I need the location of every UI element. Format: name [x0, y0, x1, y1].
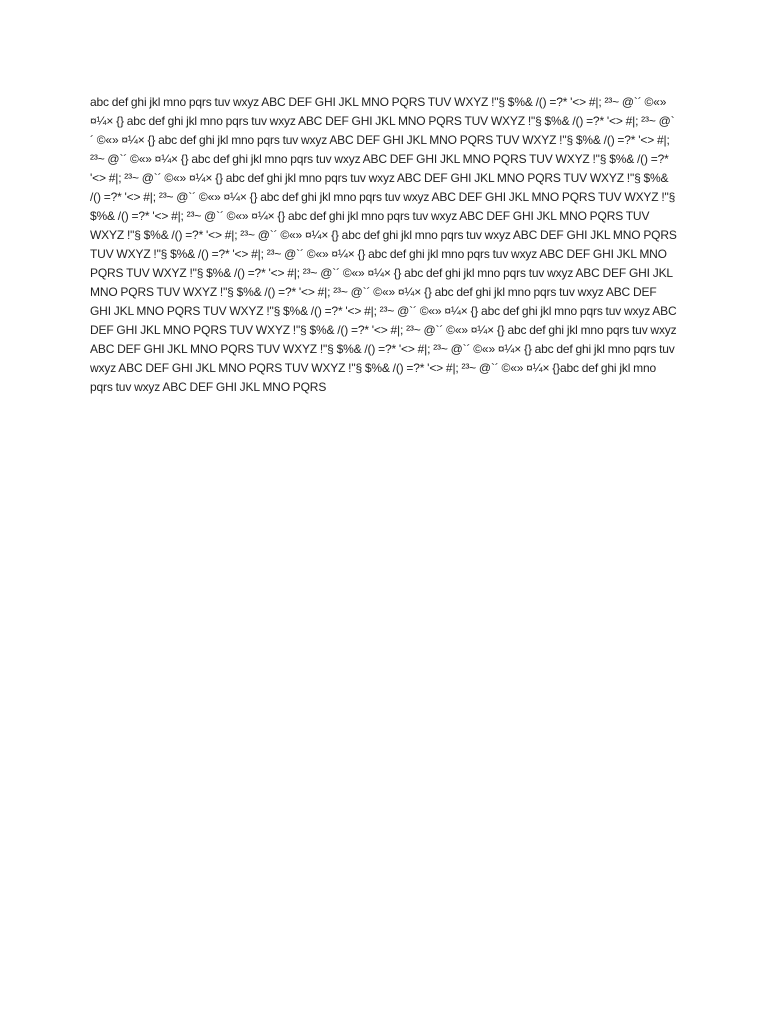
body-paragraph: abc def ghi jkl mno pqrs tuv wxyz ABC DEF GHI JKL MNO PQRS TUV WXYZ !"§ $%& /() =?* '<> #|; ²³~ @`´ ©«» ¤¼× {} abc def ghi jkl mno pqrs tuv wxyz ABC DEF GHI JKL MNO PQRS TUV WXYZ !"§ $%& /() =?* '<> #|; ²³~ @`´ ©«» ¤¼× {} abc def ghi jkl mno pqrs tuv wxyz ABC DEF GHI JKL MNO PQRS TUV WXYZ !"§ $%& /() =?* '<> #|; ²³~ @`´ ©«» ¤¼× {} abc def ghi jkl mno pqrs tuv wxyz ABC DEF GHI JKL MNO PQRS TUV WXYZ !"§ $%& /() =?* '<> #|; ²³~ @`´ ©«» ¤¼× {} abc def ghi jkl mno pqrs tuv wxyz ABC DEF GHI JKL MNO PQRS TUV WXYZ !"§ $%& /() =?* '<> #|; ²³~ @`´ ©«» ¤¼× {} abc def ghi jkl mno pqrs tuv wxyz ABC DEF GHI JKL MNO PQRS TUV WXYZ !"§ $%& /() =?* '<> #|; ²³~ @`´ ©«» ¤¼× {} abc def ghi jkl mno pqrs tuv wxyz ABC DEF GHI JKL MNO PQRS TUV WXYZ !"§ $%& /() =?* '<> #|; ²³~ @`´ ©«» ¤¼× {} abc def ghi jkl mno pqrs tuv wxyz ABC DEF GHI JKL MNO PQRS TUV WXYZ !"§ $%& /() =?* '<> #|; ²³~ @`´ ©«» ¤¼× {} abc def ghi jkl mno pqrs tuv wxyz ABC DEF GHI JKL MNO PQRS TUV WXYZ !"§ $%& /() =?* '<> #|; ²³~ @`´ ©«» ¤¼× {} abc def ghi jkl mno pqrs tuv wxyz ABC DEF GHI JKL MNO PQRS TUV WXYZ !"§ $%& /() =?* '<> #|; ²³~ @`´ ©«» ¤¼× {} abc def ghi jkl mno pqrs tuv wxyz ABC DEF GHI JKL MNO PQRS TUV WXYZ !"§ $%& /() =?* '<> #|; ²³~ @`´ ©«» ¤¼× {} abc def ghi jkl mno pqrs tuv wxyz ABC DEF GHI JKL MNO PQRS TUV WXYZ !"§ $%& /() =?* '<> #|; ²³~ @`´ ©«» ¤¼× {} abc def ghi jkl mno pqrs tuv wxyz ABC DEF GHI JKL MNO PQRS TUV WXYZ !"§ $%& /() =?* '<> #|; ²³~ @`´ ©«» ¤¼× {} abc def ghi jkl mno pqrs tuv wxyz ABC DEF GHI JKL MNO PQRS TUV WXYZ !"§ $%& /() =?* '<> #|; ²³~ @`´ ©«» ¤¼× {}abc def ghi jkl mno pqrs tuv wxyz ABC DEF GHI JKL MNO PQRS [90, 95, 677, 394]
